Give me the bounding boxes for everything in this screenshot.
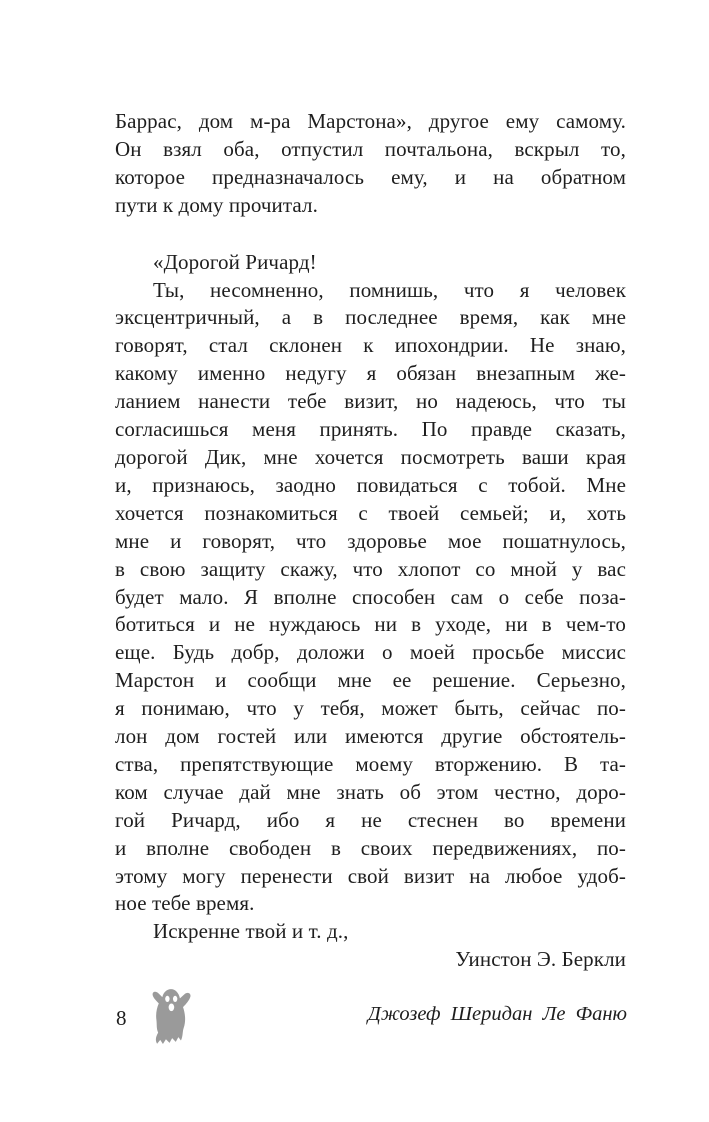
text-line: говорят, стал склонен к ипохондрии. Не знаю,: [115, 333, 626, 358]
page-footer: [115, 985, 627, 1051]
text-line: эксцентричный, а в последнее время, как мне: [115, 305, 626, 330]
text-line: мне и говорят, что здоровье мое пошатнулось,: [115, 528, 626, 553]
text-line: ботиться и не нуждаюсь ни в уходе, ни в чем-то: [115, 612, 626, 637]
text-line: еще. Будь добр, доложи о моей просьбе миссис: [115, 640, 626, 665]
text-line: хочется познакомиться с твоей семьей; и, хоть: [115, 500, 626, 525]
letter-block: [115, 249, 626, 975]
text-line: пути к дому прочитал.: [115, 192, 318, 217]
paragraph-continuation: [115, 108, 626, 220]
text-line: в свою защиту скажу, что хлопот со мной у вас: [115, 556, 626, 581]
letter-signature: Уинстон Э. Беркли: [455, 947, 626, 972]
text-line: будет мало. Я вполне способен сам о себе поза-: [115, 584, 626, 609]
text-line: этому могу перенести свой визит на любое удоб-: [115, 863, 626, 888]
page-number: 8: [116, 1006, 127, 1030]
text-line: дорогой Дик, мне хочется посмотреть ваши края: [115, 444, 626, 469]
text-line: Баррас, дом м-ра Марстона», другое ему самому.: [115, 109, 626, 133]
letter-body: [115, 277, 626, 919]
text-line: ком случае дай мне знать об этом честно, доро-: [115, 779, 626, 804]
page-text: [115, 108, 626, 974]
text-line: лон дом гостей или имеются другие обстоятель-: [115, 724, 626, 749]
letter-closing: Искренне твой и т. д.,: [153, 919, 349, 944]
text-line: гой Ричард, ибо я не стеснен во времени: [115, 807, 626, 832]
text-line: Марстон и сообщи мне ее решение. Серьезно,: [115, 668, 626, 693]
text-line: которое предназначалось ему, и на обратном: [115, 164, 626, 189]
text-line: и вполне свободен в своих передвижениях, по-: [115, 835, 626, 860]
text-line: ное тебе время.: [115, 891, 255, 916]
text-line: я понимаю, что у тебя, может быть, сейчас по-: [115, 696, 626, 721]
letter-salutation: «Дорогой Ричард!: [153, 249, 317, 274]
text-line: ства, препятствующие моему вторжению. В та-: [115, 751, 626, 776]
text-line: ланием нанести тебе визит, но надеюсь, что ты: [115, 389, 626, 414]
ghost-icon: [145, 987, 197, 1045]
text-line: согласишься меня принять. По правде сказать,: [115, 417, 626, 442]
text-line: какому именно недугу я обязан внезапным же-: [115, 361, 626, 386]
text-line: Он взял оба, отпустил почтальона, вскрыл то,: [115, 136, 626, 161]
text-line: и, признаюсь, заодно повидаться с тобой. Мне: [115, 472, 626, 497]
text-line: Ты, несомненно, помнишь, что я человек: [153, 277, 626, 302]
running-title: Джозеф Шеридан Ле Фаню: [367, 1003, 627, 1025]
